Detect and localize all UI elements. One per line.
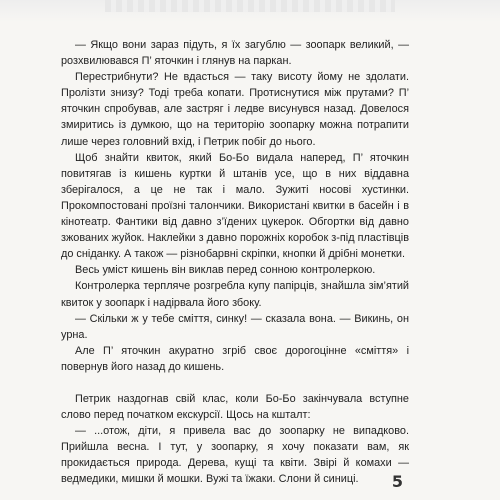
paragraph-9: — ...отож, діти, я привела вас до зоопарку не випадково. Прийшла весна. І тут, у зоопарку, я хочу показати вам, як прокидається природа. Дерева, кущі та квіти. Звірі й комахи — ведмедики, мишки й мошки. Вужі та їжаки. Слони й синиці. xyxy=(61,425,409,486)
paragraph-7: Але П’ яточкин акуратно згріб своє дорогоцінне «сміття» і повернув його назад до кишень. xyxy=(61,344,409,373)
paragraph-8: Петрик наздогнав свій клас, коли Бо-Бо закінчувала вступне слово перед початком екскурсії. Щось на кшталт: xyxy=(61,392,409,422)
paragraph-2: Перестрибнути? Не вдасться — таку висоту йому не здолати. Пролізти знизу? Тоді треба копати. Протиснутися між прутами? П’ яточкин спробував, але застряг і ледве висунувся назад. Довелося змиритись із думкою, що на територію зоопарку можна потрапити лише через головний вхід, і Петрик побіг до нього. xyxy=(61,71,409,148)
paragraph-4: Весь уміст кишень він виклав перед сонною контролеркою. xyxy=(75,264,376,277)
paragraph-6: — Скільки ж у тебе сміття, синку! — сказала вона. — Викинь, он урна. xyxy=(61,312,409,341)
page-number: 5 xyxy=(391,472,403,491)
paragraph-1: — Якщо вони зараз підуть, я їх загублю — зоопарк великий, — розхвилювався П’ яточкин і глянув на паркан. xyxy=(61,39,409,68)
body-text xyxy=(61,37,409,488)
paragraph-3: Щоб знайти квиток, який Бо-Бо видала наперед, П’ яточкин повитягав із кишень куртки й штанів усе, що в них віддавна зберігалося, а це не так і мало. Зужиті носові хустинки. Прокомпостовані проїзні талончики. Використані квитки в басейн і в кінотеатр. Фантики від давно з’їдених цукерок. Обгортки від давно зжованих жуйок. Наклейки з давно порожніх коробок з-під пластівців до сніданку. А також — різнобарвні скріпки, кнопки й дрібні монетки. xyxy=(61,151,409,261)
bleed-through-strip xyxy=(105,0,395,12)
paragraph-5: Контролерка терпляче розгребла купу папірців, знайшла зім’ятий квиток у зоопарк і надірвала його збоку. xyxy=(61,280,409,309)
